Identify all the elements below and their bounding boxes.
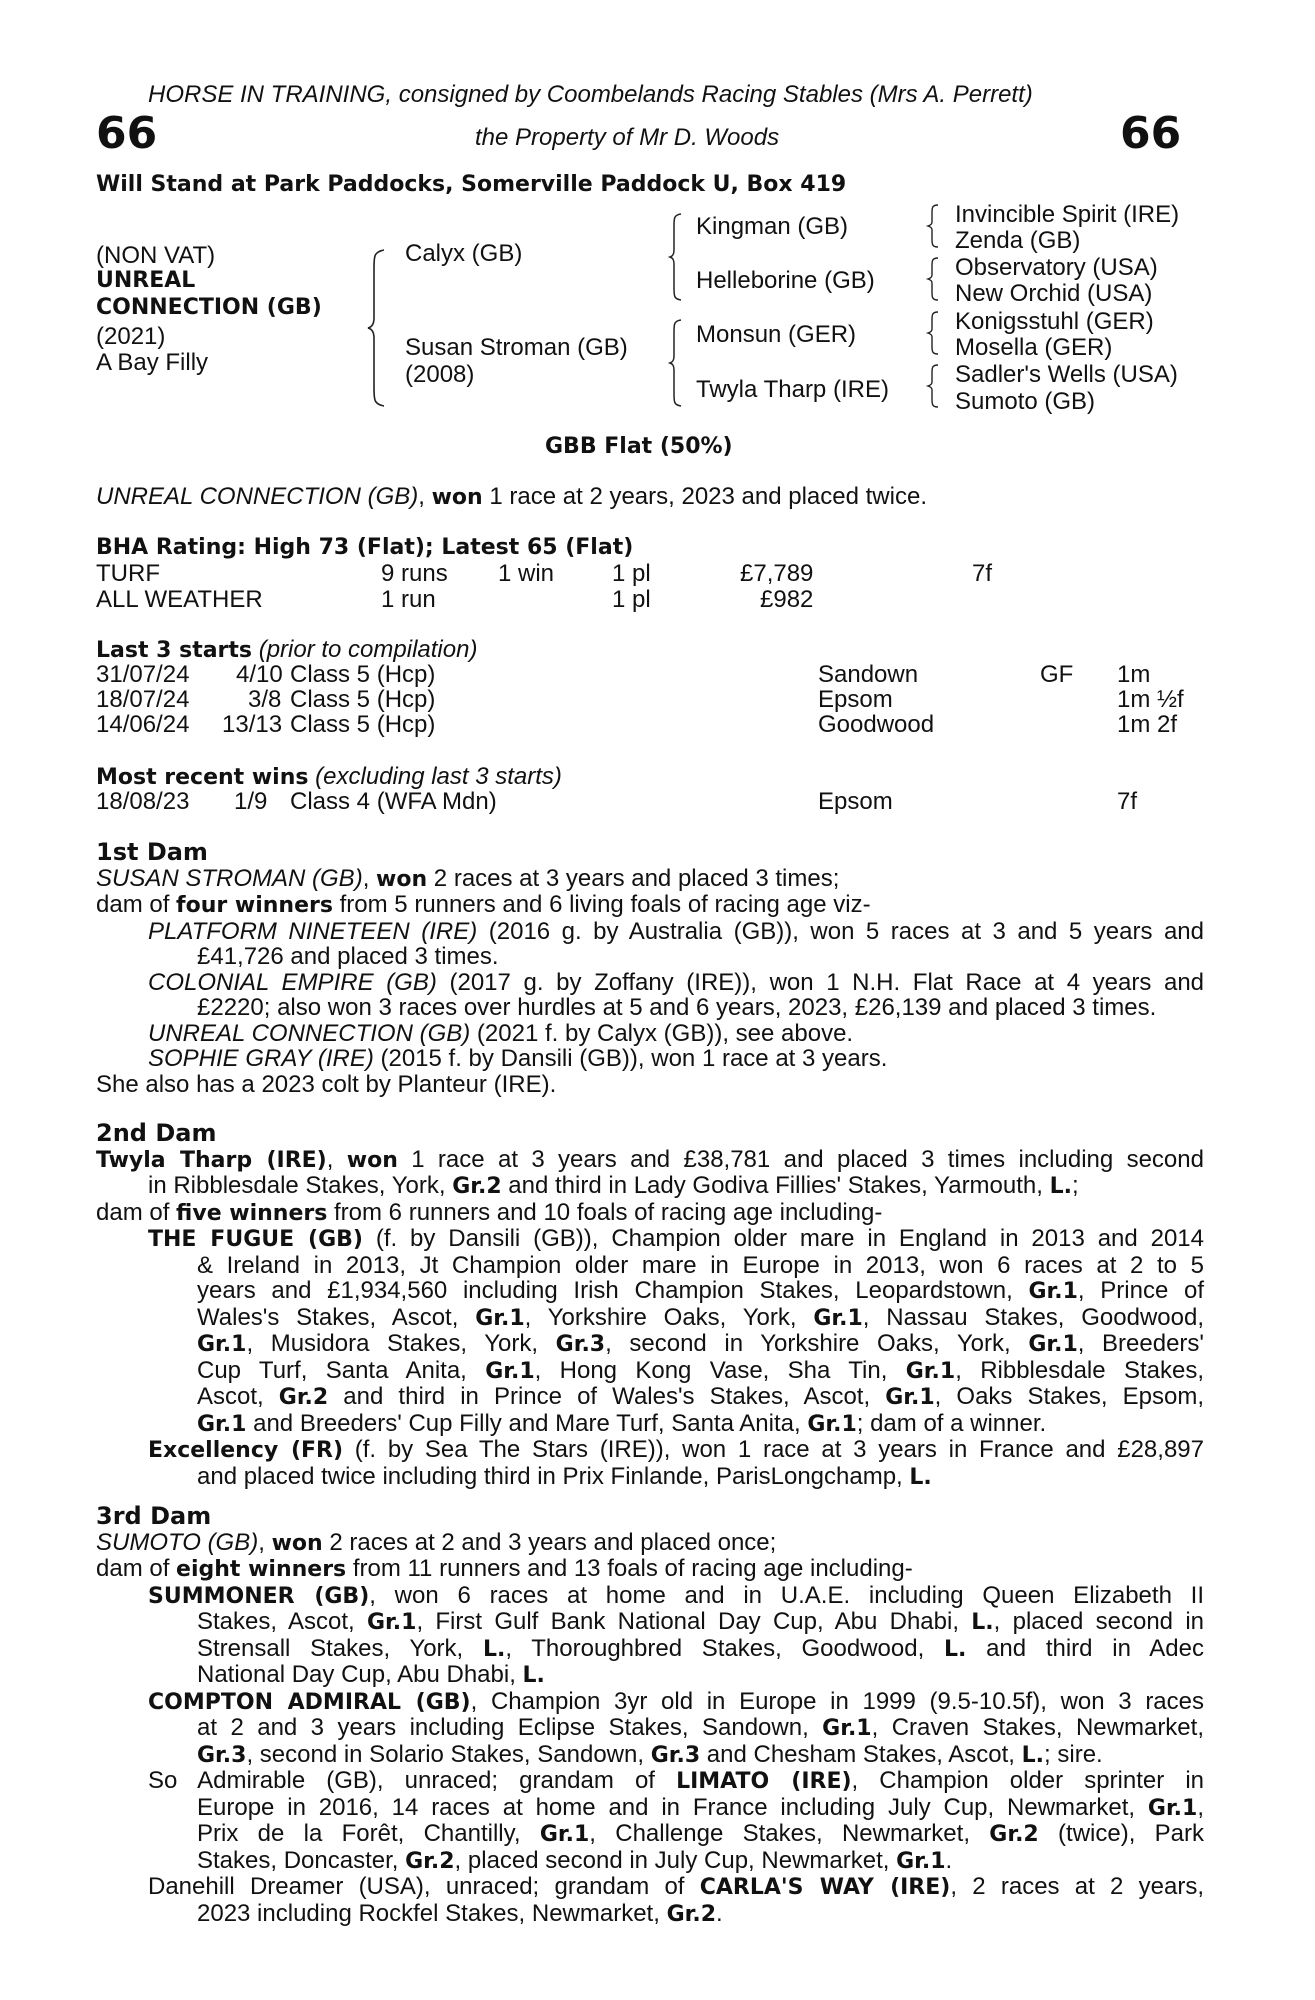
dam-dam-dam: Sumoto (GB) (955, 388, 1096, 415)
start-pos: 4/10 (236, 661, 283, 688)
last-starts-heading (96, 637, 477, 664)
second-dam-line-cont (96, 1173, 1204, 1200)
produce-name: COLONIAL EMPIRE (GB) (148, 968, 437, 996)
won: won (271, 1530, 323, 1556)
produce-text: (2017 g. by Zoffany (IRE)), won 1 N.H. Flat Race at 4 years and (436, 968, 1205, 996)
dam-dam: Twyla Tharp (IRE) (696, 376, 889, 403)
text: Prix de la Forêt, Chantilly, (197, 1820, 540, 1847)
text: , Prince of (1077, 1277, 1205, 1304)
listed: L. (1049, 1174, 1072, 1199)
second-dam-line (96, 1147, 1204, 1174)
text: . (716, 1899, 723, 1927)
sep: , (326, 1145, 347, 1173)
listed: L. (1021, 1742, 1045, 1768)
produce-item-cont (96, 1278, 1204, 1305)
text: (f. by Sea The Stars (IRE)), won 1 race at 3 years in France and £28,897 (343, 1436, 1204, 1463)
grade: Gr.3 (555, 1332, 606, 1357)
rating-turf-dist: 7f (972, 560, 993, 587)
gbb-status: GBB Flat (50%) (545, 434, 733, 459)
lot-number-left: 66 (96, 108, 158, 159)
text: , won 6 races at home and in U.A.E. including Queen Elizabeth II (369, 1581, 1205, 1609)
second-dam-heading: 2nd Dam (96, 1119, 217, 1147)
sep: , (362, 864, 377, 892)
produce-name: THE FUGUE (GB) (148, 1227, 363, 1252)
grade: Gr.1 (807, 1411, 857, 1437)
start-race: Class 5 (Hcp) (290, 661, 436, 688)
dam-sire-dam: Mosella (GER) (955, 334, 1113, 361)
rating-aw-money: £982 (760, 586, 814, 613)
produce-name: LIMATO (IRE) (676, 1769, 852, 1794)
text: , second in Solario Stakes, Sandown, (246, 1740, 651, 1768)
produce-text: (2016 g. by Australia (GB)), won 5 races at 3 and 5 years and (477, 917, 1204, 945)
pedigree-brace-sd (926, 256, 940, 302)
produce-text: (2015 f. by Dansili (GB)), won 1 race at 3 years. (373, 1045, 888, 1072)
produce-item-cont (96, 1742, 1204, 1769)
produce-name: SOPHIE GRAY (IRE) (148, 1045, 374, 1072)
rating-turf-money: £7,789 (740, 560, 814, 587)
start-pos: 3/8 (248, 686, 282, 713)
grade: Gr.1 (539, 1822, 590, 1847)
second-dam-produce-line (96, 1200, 1204, 1227)
last-starts-note: (prior to compilation) (252, 636, 478, 663)
produce-item-cont (96, 1331, 1204, 1358)
sep: , (258, 1528, 272, 1556)
first-dam-section (96, 840, 1204, 1097)
first-dam-text: 2 races at 3 years and placed 3 times; (427, 864, 840, 892)
grade: Gr.1 (197, 1411, 247, 1437)
text: 2 races at 2 and 3 years and placed once; (322, 1528, 777, 1556)
summary-sep: , (418, 483, 432, 510)
text: years and £1,934,560 including Irish Champion Stakes, Leopardstown, (197, 1277, 1029, 1304)
produce-item-cont (96, 1795, 1204, 1822)
listed: L. (909, 1464, 932, 1490)
grade: Gr.1 (1028, 1332, 1078, 1357)
pedigree-brace-ss (926, 203, 940, 249)
text: National Day Cup, Abu Dhabi, (197, 1661, 523, 1688)
win-race: Class 4 (WFA Mdn) (290, 788, 497, 815)
grade: Gr.1 (367, 1610, 417, 1635)
produce-item-cont (96, 1305, 1204, 1332)
dam-sire: Monsun (GER) (696, 321, 857, 348)
text: from 5 runners and 6 living foals of racing age viz- (332, 891, 871, 918)
rating-turf-runs: 9 runs (381, 560, 448, 587)
horse-year: (2021) (96, 323, 166, 350)
produce-item (96, 919, 1204, 945)
text: , Yorkshire Oaks, York, (524, 1303, 814, 1331)
start-race: Class 5 (Hcp) (290, 711, 436, 738)
produce-item-cont: £2220; also won 3 races over hurdles at 5 and 6 years, 2023, £26,139 and placed 3 times. (197, 994, 1157, 1021)
start-date: 31/07/24 (96, 661, 190, 688)
text: , (1197, 1793, 1204, 1821)
produce-item (96, 1689, 1204, 1716)
third-dam-produce-line (96, 1556, 1204, 1583)
produce-item-cont (96, 1464, 1204, 1491)
property-line: the Property of Mr D. Woods (475, 124, 780, 151)
won: won (346, 1147, 398, 1173)
text: and Breeders' Cup Filly and Mare Turf, Santa Anita, (246, 1409, 808, 1437)
text: ; dam of a winner. (856, 1409, 1047, 1437)
text: , First Gulf Bank National Day Cup, Abu Dhabi, (416, 1608, 972, 1635)
produce-item (96, 1226, 1204, 1253)
text: So Admirable (GB), unraced; grandam of (148, 1767, 677, 1794)
grade: Gr.1 (197, 1332, 247, 1357)
grade: Gr.1 (896, 1848, 946, 1874)
win-course: Epsom (818, 788, 893, 815)
dam-dam-sire: Sadler's Wells (USA) (955, 361, 1178, 388)
text: , Nassau Stakes, Goodwood, (862, 1303, 1205, 1331)
rating-turf-placed: 1 pl (612, 560, 651, 587)
text: ; sire. (1044, 1740, 1103, 1768)
sire-sire: Kingman (GB) (696, 213, 849, 240)
text: , placed second in (993, 1608, 1205, 1635)
recent-wins-heading (96, 764, 562, 791)
pedigree-brace-main (366, 248, 388, 408)
winners-count: eight winners (176, 1557, 347, 1582)
grade: Gr.3 (197, 1742, 247, 1768)
grade: Gr.2 (452, 1174, 502, 1199)
text: , Craven Stakes, Newmarket, (871, 1714, 1204, 1741)
text: Strensall Stakes, York, (197, 1634, 483, 1662)
summary-horse-name: UNREAL CONNECTION (GB) (96, 483, 419, 510)
grade: Gr.3 (650, 1742, 701, 1768)
third-dam-section (96, 1504, 1204, 1927)
text: and third in Prince of Wales's Stakes, Ascot, (328, 1383, 886, 1410)
summary-rest: 1 race at 2 years, 2023 and placed twice. (482, 483, 927, 510)
start-race: Class 5 (Hcp) (290, 686, 436, 713)
start-dist: 1m (1117, 661, 1151, 688)
third-dam-heading: 3rd Dam (96, 1502, 212, 1530)
text: , Musidora Stakes, York, (246, 1330, 556, 1357)
produce-item (96, 1437, 1204, 1464)
text: dam of (96, 1555, 177, 1582)
produce-item (96, 1046, 1204, 1072)
text: , Oaks Stakes, Epsom, (934, 1383, 1204, 1410)
start-course: Sandown (818, 661, 919, 688)
start-going: GF (1040, 661, 1074, 688)
produce-name: UNREAL CONNECTION (GB) (148, 1019, 471, 1047)
produce-item (96, 1583, 1204, 1610)
produce-item-cont (96, 1636, 1204, 1663)
start-course: Goodwood (818, 711, 935, 738)
produce-item-cont (96, 1411, 1204, 1438)
first-dam-won: won (376, 866, 428, 892)
dam: Susan Stroman (GB) (405, 334, 628, 361)
last-starts-title: Last 3 starts (96, 638, 253, 663)
start-course: Epsom (818, 686, 893, 713)
recent-wins-note: (excluding last 3 starts) (308, 763, 562, 790)
grade: Gr.1 (822, 1716, 872, 1741)
vat-status: (NON VAT) (96, 242, 216, 269)
rating-aw-placed: 1 pl (612, 586, 651, 613)
text: Cup Turf, Santa Anita, (197, 1356, 486, 1384)
produce-text: (2021 f. by Calyx (GB)), see above. (470, 1019, 854, 1047)
horse-name-line2: CONNECTION (GB) (96, 295, 322, 320)
text: . (945, 1846, 953, 1874)
grade: Gr.2 (666, 1901, 716, 1927)
text: Ascot, (197, 1383, 279, 1410)
produce-name: PLATFORM NINETEEN (IRE) (148, 917, 478, 945)
text: , Breeders' (1077, 1330, 1204, 1357)
start-dist: 1m 2f (1117, 711, 1178, 738)
text: and third in Lady Godiva Fillies' Stakes, Yarmouth, (501, 1172, 1050, 1199)
rating-aw-runs: 1 run (381, 586, 436, 613)
horse-description: A Bay Filly (96, 349, 209, 376)
produce-item-cont: & Ireland in 2013, Jt Champion older mare in Europe in 2013, won 6 races at 2 to 5 (197, 1251, 1204, 1279)
text: , 2 races at 2 years, (950, 1873, 1205, 1900)
text: , Champion older sprinter in (851, 1767, 1205, 1794)
produce-item (96, 1874, 1204, 1901)
text: , Champion 3yr old in Europe in 1999 (9.5-10.5f), won 3 races (470, 1687, 1205, 1715)
text: Wales's Stakes, Ascot, (197, 1303, 476, 1331)
text: , Hong Kong Vase, Sha Tin, (534, 1356, 906, 1384)
start-date: 18/07/24 (96, 686, 190, 713)
first-dam-heading: 1st Dam (96, 838, 208, 866)
recent-wins-title: Most recent wins (96, 765, 309, 790)
produce-item-cont: £41,726 and placed 3 times. (197, 943, 499, 970)
text: 2023 including Rockfel Stakes, Newmarket, (197, 1899, 667, 1927)
pedigree-brace-ds (926, 310, 940, 356)
text: Stakes, Doncaster, (197, 1846, 406, 1874)
text: and Chesham Stakes, Ascot, (700, 1740, 1022, 1768)
rating-turf-surface: TURF (96, 560, 160, 587)
grade: Gr.1 (475, 1305, 525, 1331)
stand-location: Will Stand at Park Paddocks, Somerville Paddock U, Box 419 (96, 172, 847, 197)
lot-number-right: 66 (1120, 108, 1182, 159)
sire-dam: Helleborine (GB) (696, 267, 875, 294)
win-dist: 7f (1117, 788, 1138, 815)
second-dam-section (96, 1121, 1204, 1490)
rating-turf-wins: 1 win (498, 560, 555, 587)
listed: L. (482, 1636, 506, 1662)
race-summary (96, 484, 927, 511)
text: dam of (96, 1198, 177, 1226)
bha-rating: BHA Rating: High 73 (Flat); Latest 65 (Flat) (96, 535, 634, 560)
text: dam of (96, 891, 177, 918)
text: , Challenge Stakes, Newmarket, (589, 1820, 990, 1847)
text: , Thoroughbred Stakes, Goodwood, (505, 1634, 944, 1662)
grade: Gr.1 (885, 1385, 935, 1410)
grade: Gr.1 (485, 1358, 535, 1384)
produce-item-cont (96, 1848, 1204, 1875)
listed: L. (943, 1636, 967, 1662)
grade: Gr.2 (278, 1385, 329, 1410)
grade: Gr.1 (1147, 1795, 1198, 1821)
third-dam-name: SUMOTO (GB) (96, 1528, 259, 1556)
text: Stakes, Ascot, (197, 1608, 367, 1635)
text: , second in Yorkshire Oaks, York, (605, 1330, 1029, 1357)
third-dam-line (96, 1530, 1204, 1557)
start-date: 14/06/24 (96, 711, 190, 738)
produce-item-cont (96, 1901, 1204, 1928)
listed: L. (971, 1610, 994, 1635)
text: at 2 and 3 years including Eclipse Stakes, Sandown, (197, 1714, 823, 1741)
text: and third in Adec (966, 1634, 1205, 1662)
pedigree-brace-sire (668, 212, 684, 302)
pedigree-brace-dam (668, 318, 684, 408)
winners-count: five winners (176, 1200, 328, 1226)
sire-sire-dam: Zenda (GB) (955, 227, 1081, 254)
text: , placed second in July Cup, Newmarket, (454, 1846, 897, 1874)
dam-year: (2008) (405, 361, 475, 388)
text: Europe in 2016, 14 races at home and in France including July Cup, Newmarket, (197, 1793, 1148, 1821)
grade: Gr.1 (905, 1358, 956, 1384)
start-pos: 13/13 (222, 711, 283, 738)
produce-name: Excellency (FR) (148, 1438, 344, 1463)
second-dam-name: Twyla Tharp (IRE) (96, 1147, 327, 1173)
produce-item (96, 1768, 1204, 1795)
sire: Calyx (GB) (405, 240, 523, 267)
consignment-line: HORSE IN TRAINING, consigned by Coombelands Racing Stables (Mrs A. Perrett) (148, 81, 1033, 108)
sire-sire-sire: Invincible Spirit (IRE) (955, 201, 1180, 228)
pedigree-brace-dd (926, 363, 940, 409)
sire-dam-sire: Observatory (USA) (955, 254, 1158, 281)
produce-item-cont (96, 1662, 1204, 1689)
first-dam-name: SUSAN STROMAN (GB) (96, 864, 363, 892)
produce-item-cont (96, 1715, 1204, 1742)
first-dam-note: She also has a 2023 colt by Planteur (IRE). (96, 1070, 557, 1098)
first-dam-produce-line (96, 892, 1204, 919)
produce-item-cont (96, 1609, 1204, 1636)
produce-item (96, 970, 1204, 996)
grade: Gr.1 (813, 1305, 863, 1331)
produce-item-cont (96, 1821, 1204, 1848)
produce-item-cont (96, 1358, 1204, 1385)
dam-sire-sire: Konigsstuhl (GER) (955, 308, 1154, 335)
text: and placed twice including third in Prix Finlande, ParisLongchamp, (197, 1462, 910, 1490)
text: , Ribblesdale Stakes, (955, 1356, 1204, 1384)
text: in Ribblesdale Stakes, York, (148, 1172, 453, 1199)
produce-item (96, 1021, 1204, 1047)
grade: Gr.2 (405, 1848, 455, 1874)
win-pos: 1/9 (234, 788, 268, 815)
horse-name-line1: UNREAL (96, 268, 196, 293)
listed: L. (522, 1663, 545, 1688)
text: 1 race at 3 years and £38,781 and placed 3 times including second (397, 1145, 1204, 1173)
start-dist: 1m ½f (1117, 686, 1184, 713)
win-date: 18/08/23 (96, 788, 190, 815)
grade: Gr.2 (989, 1822, 1039, 1847)
produce-name: COMPTON ADMIRAL (GB) (148, 1689, 471, 1715)
text: from 6 runners and 10 foals of racing age including- (327, 1198, 883, 1226)
summary-won: won (431, 485, 483, 510)
produce-item-cont (96, 1384, 1204, 1411)
text: from 11 runners and 13 foals of racing age including- (346, 1555, 913, 1582)
rating-aw-surface: ALL WEATHER (96, 586, 263, 613)
grade: Gr.1 (1028, 1279, 1078, 1304)
text: (f. by Dansili (GB)), Champion older mare in England in 2013 and 2014 (362, 1225, 1204, 1252)
produce-name: SUMMONER (GB) (148, 1583, 370, 1609)
text: (twice), Park (1038, 1820, 1205, 1847)
produce-name: CARLA'S WAY (IRE) (699, 1875, 951, 1900)
text: Danehill Dreamer (USA), unraced; grandam of (148, 1873, 700, 1900)
text: ; (1071, 1172, 1079, 1199)
winners-count: four winners (176, 893, 333, 918)
first-dam-line (96, 866, 1204, 893)
sire-dam-dam: New Orchid (USA) (955, 280, 1153, 307)
